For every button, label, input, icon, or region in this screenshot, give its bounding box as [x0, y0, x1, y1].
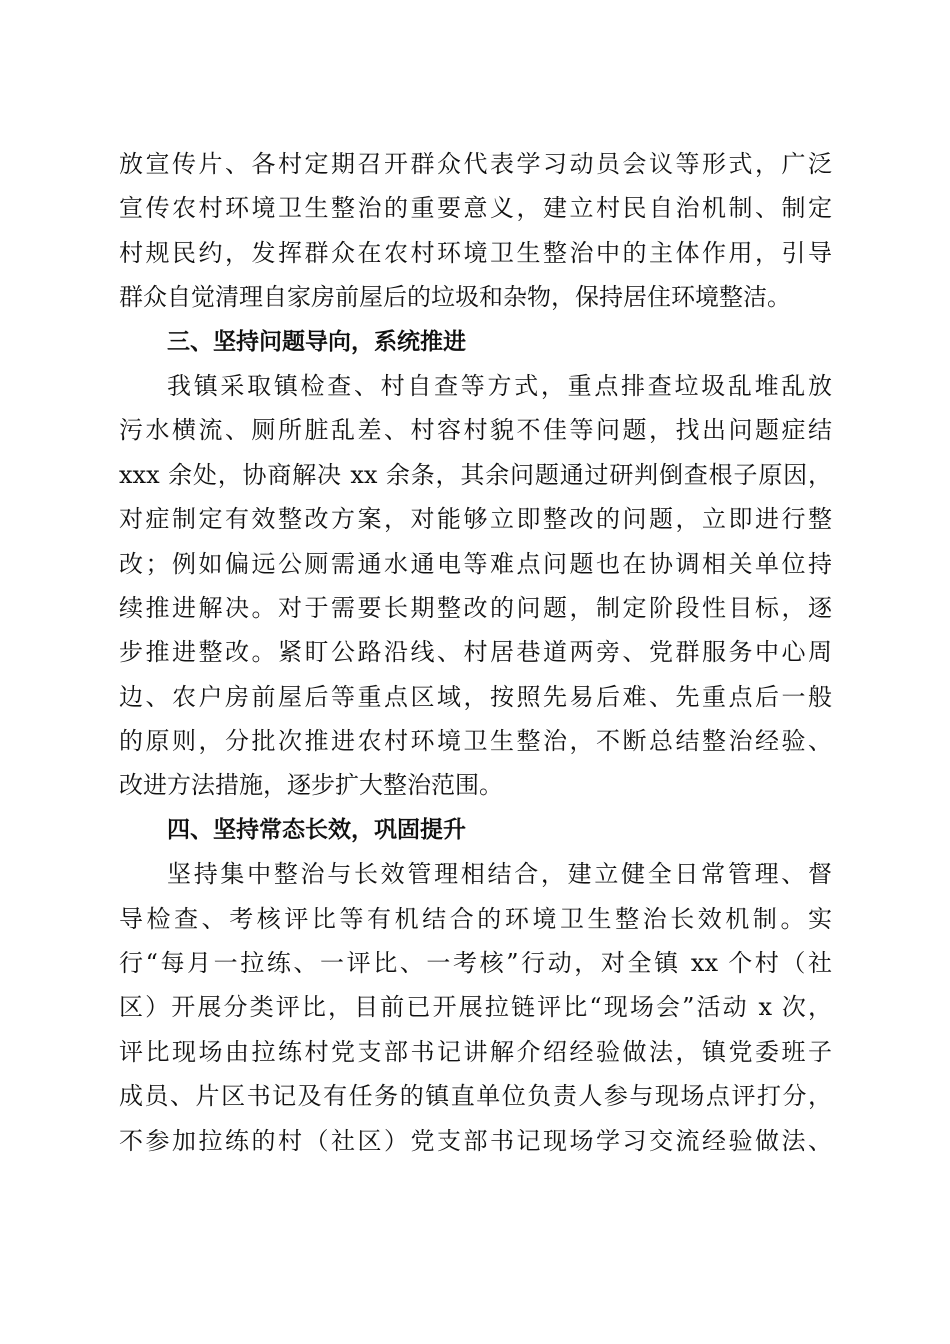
- text-line: 评比现场由拉练村党支部书记讲解介绍经验做法，镇党委班子: [119, 1037, 832, 1066]
- text-line: 对症制定有效整改方案，对能够立即整改的问题，立即进行整: [119, 505, 832, 534]
- text-line: 村规民约，发挥群众在农村环境卫生整治中的主体作用，引导: [119, 238, 832, 267]
- text-line: 坚持集中整治与长效管理相结合，建立健全日常管理、督: [167, 860, 832, 889]
- section-heading-3: 三、坚持问题导向，系统推进: [167, 328, 466, 355]
- text-line: 不参加拉练的村（社区）党支部书记现场学习交流经验做法、: [119, 1126, 832, 1155]
- text-line: 改进方法措施，逐步扩大整治范围。: [119, 771, 503, 800]
- text-line: 行“每月一拉练、一评比、一考核”行动，对全镇 xx 个村（社: [119, 949, 832, 978]
- text-line: 区）开展分类评比，目前已开展拉链评比“现场会”活动 x 次，: [119, 993, 832, 1022]
- text-line: 群众自觉清理自家房前屋后的垃圾和杂物，保持居住环境整洁。: [119, 283, 791, 312]
- text-line: 成员、片区书记及有任务的镇直单位负责人参与现场点评打分，: [119, 1082, 832, 1111]
- text-line: 的原则，分批次推进农村环境卫生整治，不断总结整治经验、: [119, 727, 832, 756]
- text-line: 边、农户房前屋后等重点区域，按照先易后难、先重点后一般: [119, 682, 832, 711]
- text-line: 改；例如偏远公厕需通水通电等难点问题也在协调相关单位持: [119, 549, 832, 578]
- text-line: 我镇采取镇检查、村自查等方式，重点排查垃圾乱堆乱放: [167, 371, 832, 400]
- text-line: xxx 余处，协商解决 xx 余条，其余问题通过研判倒查根子原因，: [119, 460, 832, 489]
- paragraph-section-4: [119, 852, 832, 1163]
- text-line: 导检查、考核评比等有机结合的环境卫生整治长效机制。实: [119, 904, 832, 933]
- text-line: 宣传农村环境卫生整治的重要意义，建立村民自治机制、制定: [119, 194, 832, 223]
- paragraph-section-3: [119, 364, 832, 808]
- text-line: 污水横流、厕所脏乱差、村容村貌不佳等问题，找出问题症结: [119, 416, 832, 445]
- text-line: 步推进整改。紧盯公路沿线、村居巷道两旁、党群服务中心周: [119, 638, 832, 667]
- paragraph-intro: [119, 142, 832, 320]
- section-heading-4: 四、坚持常态长效，巩固提升: [167, 816, 466, 843]
- document-body: [119, 142, 832, 1163]
- text-line: 放宣传片、各村定期召开群众代表学习动员会议等形式，广泛: [119, 150, 832, 178]
- text-line: 续推进解决。对于需要长期整改的问题，制定阶段性目标，逐: [119, 593, 832, 622]
